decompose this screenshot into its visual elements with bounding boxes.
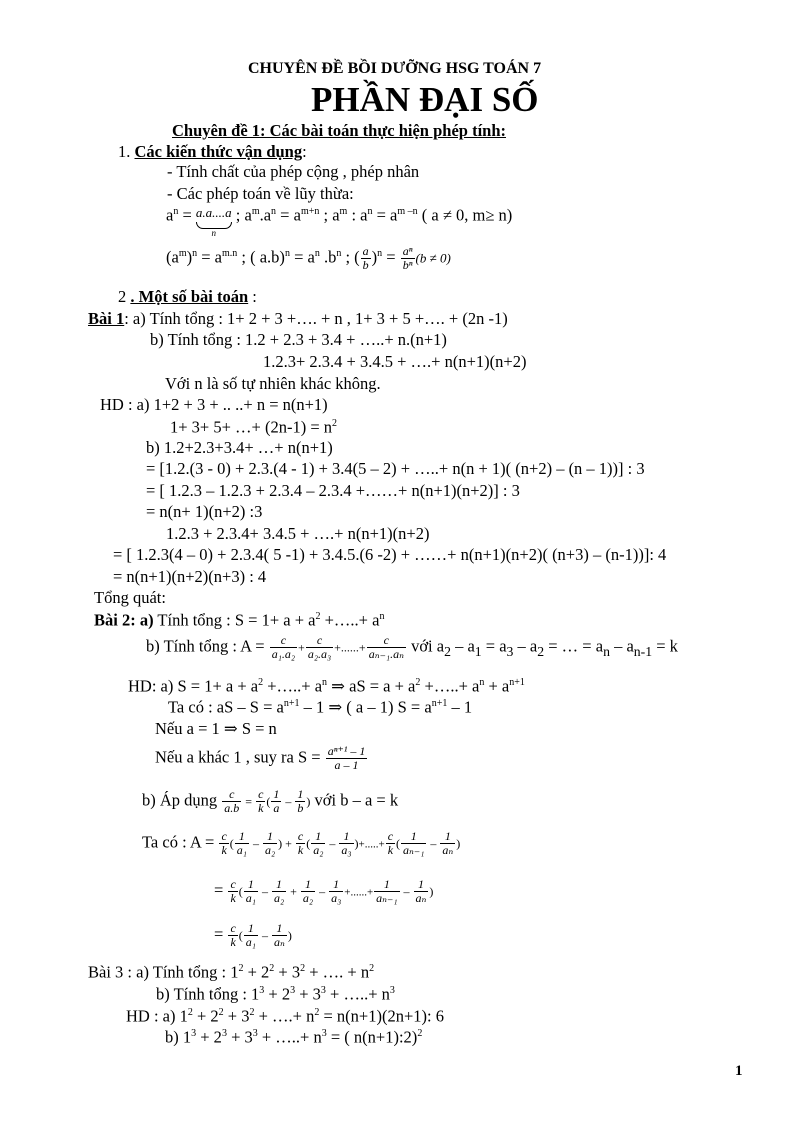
fraction: $\frac{1}{\text{aₙ₋₁}}$ xyxy=(376,877,398,906)
fraction: $\frac{c}{k}$ xyxy=(221,829,227,858)
fraction: $\frac{1}{\text{a₁}}$ xyxy=(245,877,256,906)
fraction: $\frac{1}{\text{a₃}}$ xyxy=(341,829,352,858)
fraction: $\frac{1}{\text{a₁}}$ xyxy=(236,829,247,858)
fraction: $\frac{c}{k}$ xyxy=(387,829,394,858)
bai2-taco: Ta có : aS – $S = a^{n+1} - 1$ ⇒ ( a – 1) $S = a^{n+1} - 1$ xyxy=(168,697,473,717)
page-number: 1 xyxy=(735,1063,743,1079)
section2-heading: 2 . Một số bài toán : xyxy=(118,287,257,306)
bai1-hd-b1: = [1.2.(3 - 0) + 2.3.(4 - 1) + 3.4(5 – 2) + …..+ n(n + 1)( (n+2) – (n – 1))] : 3 xyxy=(146,459,645,478)
part-title: PHẦN ĐẠI SỐ xyxy=(311,80,539,119)
underbrace: a.a....a n xyxy=(195,205,232,238)
fraction: $\frac{1}{\text{aₙ}}$ xyxy=(273,921,285,950)
fraction: $\frac{c}{k}$ xyxy=(230,877,236,906)
fraction: $\frac{c}{\text{a₂.a₃}}$ xyxy=(307,633,332,662)
bai1-hd-b3: = n(n+ 1)(n+2) :3 xyxy=(146,502,263,521)
bai1-part-b2: 1.2.3+ 2.3.4 + 3.4.5 + ….+ n(n+1)(n+2) xyxy=(263,352,527,371)
bai1-hd-c: 1.2.3 + 2.3.4+ 3.4.5 + ….+ n(n+1)(n+2) xyxy=(166,524,430,543)
fraction: $\frac{1}{\text{a₃}}$ xyxy=(331,877,342,906)
fraction: $\frac{1}{\text{aₙ}}$ xyxy=(415,877,427,906)
bai1-part-a: Bài 1: a) Tính tổng : 1+ 2 + 3 +…. + n , 1+ 3 + 5 +…. + (2n -1) xyxy=(88,309,508,328)
bai3-part-a: Bài 3 : a) Tính tổng : $1^2 + 2^2 + 3^2$ + …. + $n^2$ xyxy=(88,962,375,982)
fraction: $\frac{1}{\text{a₂}}$ xyxy=(313,829,324,858)
fraction: $\frac{1}{\text{a₂}}$ xyxy=(273,877,285,906)
bai1-hd-b: b) 1.2+2.3+3.4+ …+ n(n+1) xyxy=(146,438,333,457)
bai1-part-b1: b) Tính tổng : 1.2 + 2.3 + 3.4 + …..+ n.(n+1) xyxy=(150,330,447,349)
power-rules-line-2: $(a^m)^n = a^{m.n}$ ; ( $a.b)^n = a^n$ $.b^n$ ; ( $\frac{a}{b}$ )$^n$ = $\frac{\text{aⁿ}}{\text{bⁿ}}$ (b ≠ 0) xyxy=(166,244,451,273)
fraction: $\frac{1}{\text{a₁}}$ xyxy=(245,921,256,950)
bullet-addition-multiplication: - Tính chất của phép cộng , phép nhân xyxy=(167,162,420,181)
fraction: $\frac{1}{\text{aₙ}}$ xyxy=(442,829,454,858)
power-rules-line-1: $a^n = a.a....a$ n ; $a^m.a^n = a^{m+n}$ ; $a^m$ : $a^n = a^{m -n}$ ( a ≠ 0, m≥ n) xyxy=(166,205,513,238)
fraction: $\frac{\text{aⁿ}}{\text{bⁿ}}$ xyxy=(402,244,413,273)
fraction: $\frac{1}{b}$ xyxy=(297,787,304,816)
bai2-expansion-line-1: Ta có : A = $\frac{c}{k}$ ( $\frac{1}{\text{a₁}}$ – $\frac{1}{\text{a₂}}$ ) + $\frac{c}{k}$ ( $\frac{1}{\text{a₂}}$ – $\frac{1}{\text{a₃}}$ )+.....+ $\frac{c}{k}$ ( $\frac{1}{\text{aₙ₋₁}}$ – $\frac{1}{\text{aₙ}}$ ) xyxy=(142,829,461,858)
fraction: $\frac{c}{\text{aₙ₋₁.aₙ}}$ xyxy=(368,633,404,662)
general-label: Tổng quát: xyxy=(94,588,166,607)
fraction: $\frac{c}{k}$ xyxy=(297,829,304,858)
topic-heading: Chuyên đề 1: Các bài toán thực hiện phép tính: xyxy=(172,121,506,140)
bai2-part-a: Bài 2: a) Tính tổng : $S = 1+ a + a^2$ +…..+ $a^n$ xyxy=(94,610,385,630)
bai1-hd-c2: = n(n+1)(n+2)(n+3) : 4 xyxy=(113,567,267,586)
fraction: $\frac{c}{k}$ xyxy=(230,921,236,950)
bai3-part-b: b) Tính tổng : $1^3 + 2^3 + 3^3$ + …..+ $n^3$ xyxy=(156,984,395,1004)
fraction: $\frac{1}{\text{a₂}}$ xyxy=(302,877,314,906)
bai2-case-a-equals-1: Nếu a = 1 ⇒ S = n xyxy=(155,719,277,738)
section1-heading: 1. Các kiến thức vận dụng: xyxy=(118,142,307,161)
bai3-hd-b: b) $1^3 + 2^3 + 3^3$ + …..+ $n^3$ = ( n(n+1):2)$^2$ xyxy=(165,1027,423,1047)
bai2-case-a-not-1: Nếu a khác 1 , suy ra S = $\frac{\text{aⁿ⁺¹ – 1}}{a - 1}$ xyxy=(155,744,366,773)
fraction: $\frac{c}{\text{a₁.a₂}}$ xyxy=(271,633,296,662)
bai2-expansion-line-3: = $\frac{c}{k}$ ( $\frac{1}{\text{a₁}}$ – $\frac{1}{\text{aₙ}}$ ) xyxy=(214,921,292,950)
fraction: $\frac{c}{a.b}$ xyxy=(224,787,240,816)
bai1-condition: Với n là số tự nhiên khác không. xyxy=(165,374,381,393)
bai1-hd-c1: = [ 1.2.3(4 – 0) + 2.3.4( 5 -1) + 3.4.5.(6 -2) + ……+ n(n+1)(n+2)( (n+3) – (n-1))]: 4 xyxy=(113,545,667,564)
bai2-expansion-line-2: = $\frac{c}{k}$ ( $\frac{1}{\text{a₁}}$ – $\frac{1}{\text{a₂}}$ + $\frac{1}{\text{a₂}}$ – $\frac{1}{\text{a₃}}$ +......+ $\frac{1}{\text{aₙ₋₁}}$ – $\frac{1}{\text{aₙ}}$ ) xyxy=(214,877,434,906)
bai3-hd-a: HD : a) $1^2 + 2^2 + 3^2$ + ….+ $n^2 = n(n+1)(2n+1)$: 6 xyxy=(126,1006,444,1026)
bai1-hd-a2: 1+ 3+ 5+ …+ $(2n-1) = n^2$ xyxy=(170,417,338,437)
fraction: $\frac{1}{\text{aₙ₋₁}}$ xyxy=(403,829,425,858)
fraction: $\frac{1}{a}$ xyxy=(273,787,280,816)
bai2-hd-a: HD: a) $S = 1+ a + a^2$ +…..+ $a^n$ ⇒ aS = $a + a^2$ +…..+ $a^n + a^{n+1}$ xyxy=(128,676,525,696)
document-title: CHUYÊN ĐỀ BỒI DƯỠNG HSG TOÁN 7 xyxy=(248,60,542,77)
bai1-hd-a: HD : a) 1+2 + 3 + .. ..+ n = n(n+1) xyxy=(100,395,328,414)
bai2-apply: b) Áp dụng $\frac{c}{a.b}$ = $\frac{c}{k}$ ( $\frac{1}{a}$ – $\frac{1}{b}$ ) với b – a = k xyxy=(142,787,399,816)
bai2-part-b: b) Tính tổng : A = $\frac{c}{\text{a₁.a₂}}$ + $\frac{c}{\text{a₂.a₃}}$ +......+ $\frac{c}{\text{aₙ₋₁.aₙ}}$ với $a_2 - a_1 = a_3 - a_2$ = … = $a_n - a_{n-1} = k$ xyxy=(146,633,678,662)
bullet-power-operations: - Các phép toán về lũy thừa: xyxy=(167,184,354,203)
fraction: $\frac{a}{b}$ xyxy=(362,244,369,273)
bai1-hd-b2: = [ 1.2.3 – 1.2.3 + 2.3.4 – 2.3.4 +……+ n(n+1)(n+2)] : 3 xyxy=(146,481,520,500)
fraction: $\frac{1}{\text{a₂}}$ xyxy=(264,829,276,858)
fraction: $\frac{c}{k}$ xyxy=(258,787,264,816)
fraction: $\frac{\text{aⁿ⁺¹ – 1}}{a - 1}$ xyxy=(327,744,366,773)
